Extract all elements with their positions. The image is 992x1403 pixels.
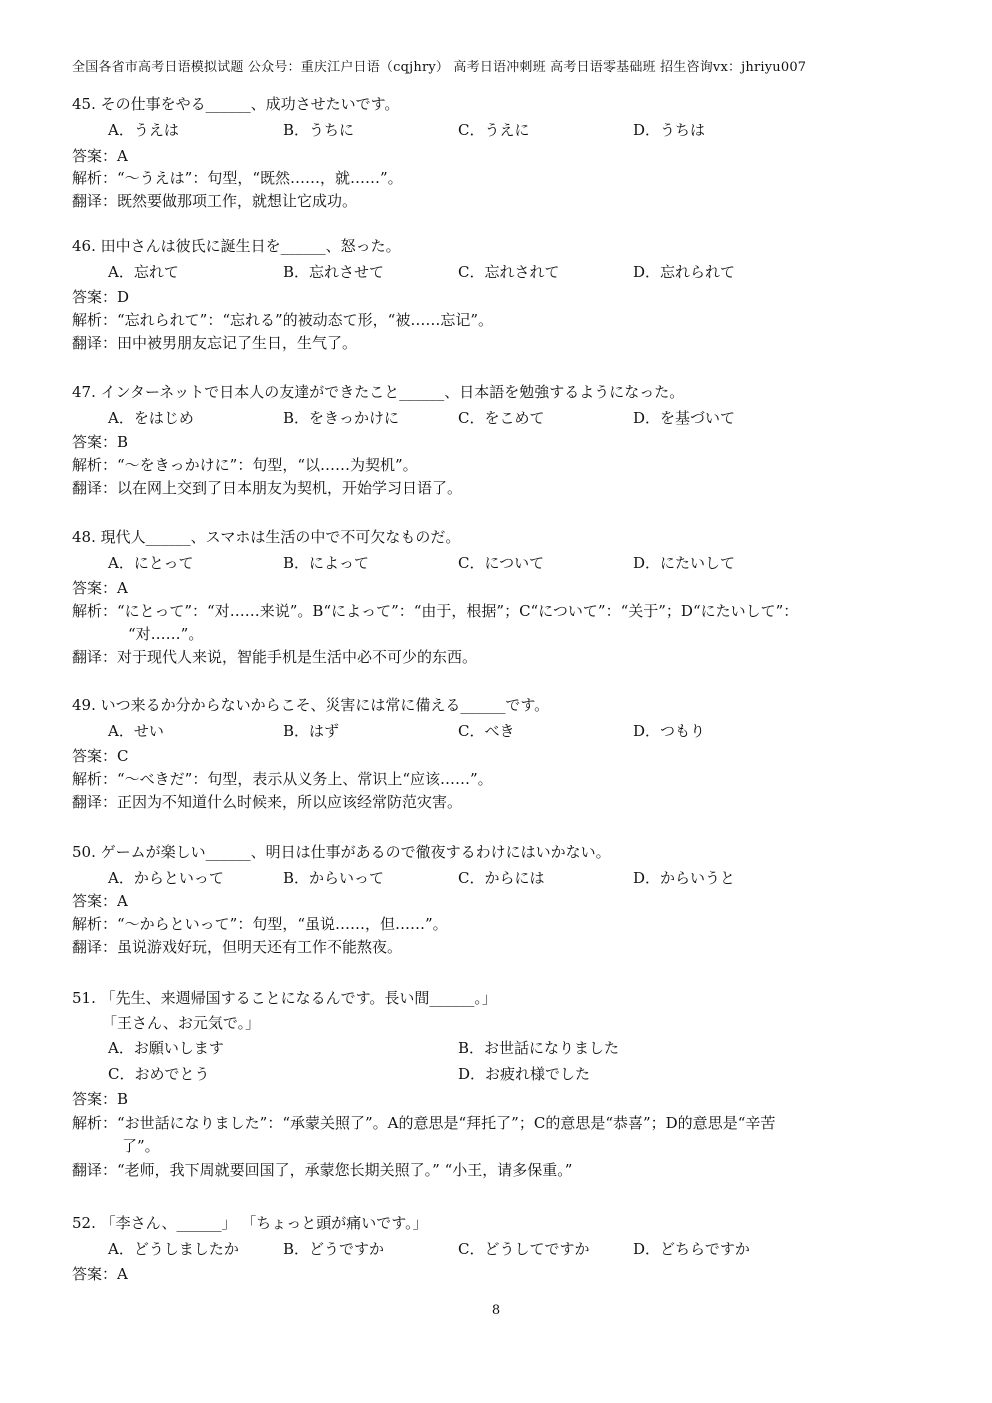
- option-a: A．どうしましたか: [108, 1240, 239, 1258]
- analysis-continued: 了”。: [122, 1137, 160, 1155]
- question-stem: 52. 「李さん、______」 「ちょっと頭が痛いです。」: [72, 1214, 428, 1232]
- option-b: B．からいって: [283, 869, 385, 887]
- question-stem: 48. 現代人______、スマホは生活の中で不可欠なものだ。: [72, 528, 461, 546]
- option-d: D．お疲れ様でした: [458, 1065, 591, 1083]
- analysis: 解析：“～うえは”：句型，“既然……，就……”。: [72, 169, 403, 187]
- question-stem: 45. その仕事をやる______、成功させたいです。: [72, 95, 400, 113]
- option-a: A．をはじめ: [108, 409, 194, 427]
- option-b: B．はず: [283, 722, 340, 740]
- translation: 翻译：既然要做那项工作，就想让它成功。: [72, 192, 358, 210]
- option-b: B．お世話になりました: [458, 1039, 620, 1057]
- option-a: A．忘れて: [108, 263, 179, 281]
- answer: 答案：A: [72, 1265, 128, 1283]
- option-c: C．忘れされて: [458, 263, 560, 281]
- answer: 答案：C: [72, 747, 129, 765]
- option-d: D．を基づいて: [633, 409, 736, 427]
- option-c: C．をこめて: [458, 409, 545, 427]
- option-c: C．うえに: [458, 121, 530, 139]
- option-c: C．おめでとう: [108, 1065, 210, 1083]
- analysis-continued: “对……”。: [128, 625, 204, 643]
- answer: 答案：A: [72, 892, 128, 910]
- answer: 答案：B: [72, 1090, 129, 1108]
- option-a: A．せい: [108, 722, 164, 740]
- translation: 翻译：正因为不知道什么时候来，所以应该经常防范灾害。: [72, 793, 463, 811]
- page-number: 8: [491, 1303, 501, 1318]
- question-stem: 47. インターネットで日本人の友達ができたこと______、日本語を勉強するようになった。: [72, 383, 685, 401]
- translation: 翻译：“老师，我下周就要回国了，承蒙您长期关照了。” “小王，请多保重。”: [72, 1161, 573, 1179]
- option-d: D．つもり: [633, 722, 706, 740]
- answer: 答案：B: [72, 433, 129, 451]
- question-stem: 49. いつ来るか分からないからこそ、災害には常に備える______です。: [72, 696, 550, 714]
- translation: 翻译：以在网上交到了日本朋友为契机，开始学习日语了。: [72, 479, 463, 497]
- option-b: B．によって: [283, 554, 370, 572]
- option-b: B．忘れさせて: [283, 263, 385, 281]
- option-c: C．べき: [458, 722, 515, 740]
- option-a: A．にとって: [108, 554, 194, 572]
- option-d: D．忘れられて: [633, 263, 736, 281]
- option-d: D．からいうと: [633, 869, 736, 887]
- option-d: D．にたいして: [633, 554, 736, 572]
- translation: 翻译：田中被男朋友忘记了生日，生气了。: [72, 334, 358, 352]
- option-b: B．どうですか: [283, 1240, 385, 1258]
- question-stem: 46. 田中さんは彼氏に誕生日を______、怒った。: [72, 237, 401, 255]
- option-c: C．からには: [458, 869, 545, 887]
- analysis: 解析：“お世話になりました”：“承蒙关照了”。A的意思是“拜托了”；C的意思是“恭喜”；D的意思是“辛苦: [72, 1114, 776, 1132]
- analysis: 解析：“～からといって”：句型，“虽说……，但……”。: [72, 915, 448, 933]
- translation: 翻译：虽说游戏好玩，但明天还有工作不能熬夜。: [72, 938, 403, 956]
- analysis: 解析：“～をきっかけに”：句型，“以……为契机”。: [72, 456, 418, 474]
- option-b: B．うちに: [283, 121, 355, 139]
- question-stem: 50. ゲームが楽しい______、明日は仕事があるので徹夜するわけにはいかない。: [72, 843, 611, 861]
- option-b: B．をきっかけに: [283, 409, 400, 427]
- option-d: D．うちは: [633, 121, 706, 139]
- analysis: 解析：“～べきだ”：句型，表示从义务上、常识上“应该……”。: [72, 770, 493, 788]
- option-c: C．どうしてですか: [458, 1240, 590, 1258]
- answer: 答案：A: [72, 147, 128, 165]
- option-a: A．からといって: [108, 869, 224, 887]
- answer: 答案：A: [72, 579, 128, 597]
- answer: 答案：D: [72, 288, 130, 306]
- page-header: 全国各省市高考日语模拟试题 公众号：重庆江户日语（cqjhry） 高考日语冲刺班 高考日语零基础班 招生咨询vx：jhriyu007: [72, 60, 807, 75]
- option-c: C．について: [458, 554, 545, 572]
- question-stem-reply: 「王さん、お元気で。」: [102, 1014, 261, 1032]
- option-a: A．うえは: [108, 121, 179, 139]
- question-stem: 51. 「先生、来週帰国することになるんです。長い間______。」: [72, 989, 497, 1007]
- option-d: D．どちらですか: [633, 1240, 750, 1258]
- translation: 翻译：对于现代人来说，智能手机是生活中必不可少的东西。: [72, 648, 478, 666]
- analysis: 解析：“忘れられて”：“忘れる”的被动态て形，“被……忘记”。: [72, 311, 494, 329]
- analysis: 解析：“にとって”：“对……来说”。B“によって”：“由于，根据”；C“について”：“关于”；D“にたいして”：: [72, 602, 799, 620]
- option-a: A．お願いします: [108, 1039, 224, 1057]
